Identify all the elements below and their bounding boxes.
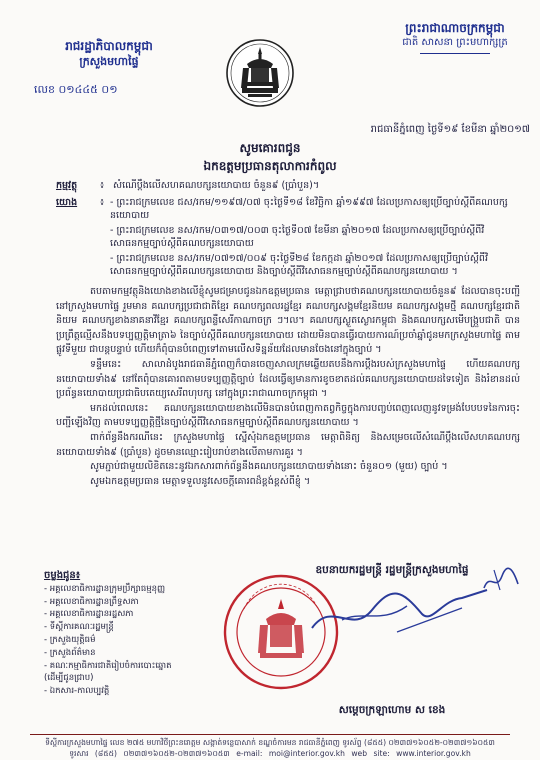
- distribution-title: ចម្លងជូន៖: [44, 570, 81, 581]
- reference-item: - ព្រះរាជក្រមលេខ នស/រកម/០៣១៧/០០៣ ចុះថ្ងៃទី០៧ ខែមីនា ឆ្នាំ២០១៧ ដែលប្រកាសឲ្យប្រើច្បាប់ស្តីពីវិសោធនកម្មច្បាប់ស្តីពីគណបក្សនយោបាយ: [110, 225, 485, 249]
- government-name: រាជរដ្ឋាភិបាលកម្ពុជា: [65, 39, 153, 53]
- body-paragraph: ពាក់ព័ន្ធនឹងករណីនេះ ក្រសួងមហាផ្ទៃ ស្នើសុំឯកឧត្តមប្រធាន មេត្តាពិនិត្យ និងសម្រេចលើសំណើប្តឹងលើសហគណបក្សនយោបាយទាំង៩ (ប្រាំបួន) ដូចមានឈ្មោះរៀបរាប់ខាងលើតាមការគួរ ។: [56, 431, 520, 458]
- distribution-item: - អគ្គលេខាធិការដ្ឋានរដ្ឋសភា: [44, 609, 134, 620]
- salutation: សូមគោរពជូន: [239, 141, 301, 155]
- footer-divider: [30, 734, 510, 735]
- footer-fax: ទូរសារ (៨៥៥) ០២៣៧១៦០៥២-០២៣៧១៦០៥៣: [69, 748, 230, 758]
- ref-label: លេខ: [34, 83, 55, 96]
- distribution-item: - អគ្គលេខាធិការដ្ឋានក្រុមប្រឹក្សាធម្មនុញ្ញ: [44, 583, 166, 594]
- ministry-name: ក្រសួងមហាផ្ទៃ: [79, 55, 139, 68]
- distribution-item: - ក្រសួងព័ត៌មាន: [44, 647, 96, 658]
- reference-label-row: យោង ៖: [56, 197, 105, 208]
- body-paragraph: មកដល់ពេលនេះ គណបក្សនយោបាយខាងលើមិនបានបំពេញកាតព្វកិច្ចក្នុងការបញ្ចប់ពេញលេញនូវទម្រង់បែបបទនៃការចុះបញ្ជីឡើងវិញ តាមបទប្បញ្ញត្តិថ្មីនៃច្បាប់ស្តីពីវិសោធនកម្មច្បាប់ស្តីពីគណបក្សនយោបាយ ។: [56, 402, 520, 429]
- footer-contacts: [20, 749, 520, 760]
- ref-number: ០១៤៤៥ ០១: [58, 83, 118, 96]
- footer-address: ទីស្តីការក្រសួងមហាផ្ទៃ លេខ ២៧៥ មហាវិថីព្រះនរោត្តម សង្កាត់ទន្លេបាសាក់ ខណ្ឌចំការមន រាជធានីភ្នំពេញ ទូរស័ព្ទ (៨៥៥) ០២៣៧១៦០៥២-០២៣៧១៦០៥៣: [45, 738, 495, 747]
- footer-website[interactable]: web site: www.interior.gov.kh: [351, 748, 471, 758]
- reference-number: [34, 83, 184, 99]
- subject-label: កម្មវត្ថុ: [56, 180, 78, 191]
- date-line: រាជធានីភ្នំពេញ ថ្ងៃទី១៩ ខែមីនា ឆ្នាំ២០១៧: [370, 124, 530, 135]
- signatory-name: សម្តេចក្រឡាហោម ស ខេង: [338, 704, 446, 716]
- distribution-item: (ដើម្បីជូនជ្រាប): [44, 673, 94, 684]
- body-paragraph: សូមភ្ជាប់ជាមួយលិខិតនេះនូវឯកសារពាក់ព័ន្ធនឹងគណបក្សនយោបាយទាំងនោះ ចំនួន០១ (មួយ) ច្បាប់ ។: [90, 461, 448, 473]
- subject-text: សំណើប្តឹងលើសហគណបក្សនយោបាយ ចំនួន៩ (ប្រាំបួន)។: [113, 180, 320, 191]
- reference-item: - ព្រះរាជក្រមលេខ ជស/រកម/១១៩៧/០៧ ចុះថ្ងៃទី១៨ ខែវិច្ឆិកា ឆ្នាំ១៩៩៧ ដែលប្រកាសឲ្យប្រើច្បាប់ស្តីពីគណបក្សនយោបាយ: [110, 197, 508, 221]
- signatory-title: ឧបនាយករដ្ឋមន្ត្រី រដ្ឋមន្ត្រីក្រសួងមហាផ្ទៃ: [315, 564, 469, 576]
- royal-emblem-icon: [225, 38, 295, 108]
- national-motto: ជាតិ សាសនា ព្រះមហាក្សត្រ: [402, 37, 508, 48]
- distribution-item: - ទីស្តីការគណៈរដ្ឋមន្ត្រី: [44, 622, 114, 633]
- letter-body: [56, 285, 520, 489]
- reference-item: - ព្រះរាជក្រមលេខ នស/រកម/០៧១៧/០០៩ ចុះថ្ងៃទី២៨ ខែកក្កដា ឆ្នាំ២០១៧ ដែលប្រកាសឲ្យប្រើច្បាប់ស្តីពីវិសោធនកម្មច្បាប់ស្តីពីគណបក្សនយោបាយ និងច្បាប់ស្តីពីវិសោធនកម្មច្បាប់ស្តីពីគណបក្សនយោបាយ ។: [110, 253, 488, 277]
- distribution-list: [44, 570, 214, 698]
- distribution-item: - អគ្គលេខាធិការដ្ឋានព្រឹទ្ធសភា: [44, 596, 139, 607]
- handwritten-signature-icon: [302, 580, 492, 640]
- body-paragraph: ទន្ទឹមនេះ សាលាដំបូងរាជធានីភ្នំពេញក៏បានចេញសាលក្រមឆ្លើយតបនឹងការប្តឹងរបស់ក្រសួងមហាផ្ទៃ ហើយគណបក្សនយោបាយទាំង៩ នៅតែពុំបានគោរពតាមបទប្បញ្ញត្តិច្បាប់ ដែលធ្វើឲ្យមានការខូចខាតដល់គណបក្សនយោបាយដទៃទៀត និងរំខានដល់ប្រព័ន្ធនយោបាយប្រជាធិបតេយ្យសេរីពហុបក្ស នៅក្នុងព្រះរាជាណាចក្រកម្ពុជា ។: [56, 358, 520, 400]
- distribution-item: - ឯកសារ-កាលប្បវត្តិ: [44, 686, 110, 697]
- right-header: [390, 20, 520, 54]
- footer-email[interactable]: e-mail: moi@interior.gov.kh: [236, 748, 345, 758]
- subject-row: កម្មវត្ថុ ៖ សំណើប្តឹងលើសហគណបក្សនយោបាយ ចំនួន៩ (ប្រាំបួន)។: [56, 180, 320, 191]
- body-paragraph: តបតាមកម្មវត្ថុនិងយោងខាងលើខ្ញុំសូមជម្រាបជូនឯកឧត្តមប្រធាន មេត្តាជ្រាបថាគណបក្សនយោបាយចំនួន៩ ដែលបានចុះបញ្ជីនៅក្រសួងមហាផ្ទៃ រួមមាន គណបក្សប្រជាជាតិខ្មែរ គណបក្សពលរដ្ឋខ្មែរ គណបក្សសង្គមខ្មែរនិយម គណបក្សសង្គមថ្មី គណបក្សខ្មែរជាតិនិយម គណបក្សខាងនាគនាវីខ្មែរ គណបក្សពន្លឺសេរីកាណាចក្រ ៗ។ល។ គណបក្សស្ងួតស្ងោរកម្ពុជា និងគណបក្សសមើបង្ក្រួបជាតិ បានប្រព្រឹត្តល្មើសនឹងបទប្បញ្ញត្តិមាត្រា៦ នៃច្បាប់ស្តីពីគណបក្សនយោបាយ ដោយមិនបានធ្វើរបាយការណ៍ប្រចាំឆ្នាំជូនមកក្រសួងមហាផ្ទៃ តាមផ្លូវទីមួយ ជាបន្តបន្ទាប់ ហើយក៏ពុំបានបំពេញទៅតាមលើសទិន្នន័យដែលមានចែងនៅក្នុងច្បាប់ ។: [56, 286, 520, 356]
- recipient: ឯកឧត្តមប្រធានតុលាការកំពូល: [203, 159, 337, 173]
- left-header: [34, 38, 184, 99]
- initials-mark-icon: [480, 566, 522, 594]
- kingdom-name: ព្រះរាជាណាចក្រកម្ពុជា: [405, 21, 505, 35]
- body-paragraph: សូមឯកឧត្តមប្រធាន មេត្តាទទួលនូវសេចក្តីគោរពដ៏ខ្ពង់ខ្ពស់ពីខ្ញុំ ។: [90, 475, 311, 487]
- header-divider: [420, 53, 490, 54]
- reference-label: យោង: [56, 197, 78, 208]
- footer: [20, 738, 520, 759]
- distribution-item: - គណៈកម្មាធិការជាតិរៀបចំការបោះឆ្នោត: [44, 660, 172, 671]
- distribution-item: - ក្រសួងយុត្តិធម៌: [44, 634, 96, 645]
